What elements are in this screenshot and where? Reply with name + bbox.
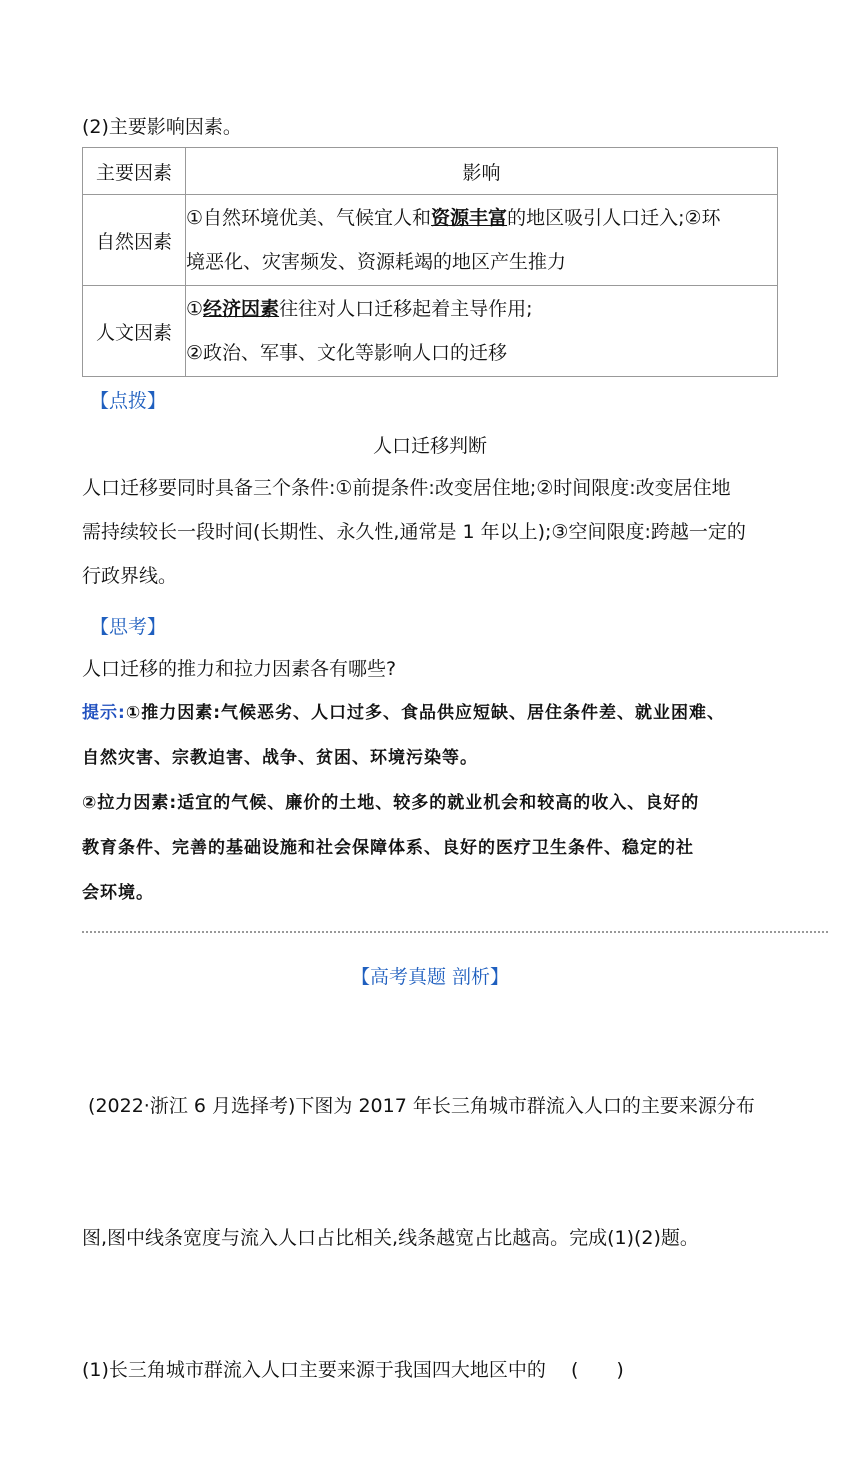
text-span: 往往对人口迁移起着主导作用; (279, 298, 533, 320)
text-span: 的地区吸引人口迁入;②环 (507, 207, 721, 229)
hint-line: 自然灾害、宗教迫害、战争、贫困、环境污染等。 (82, 748, 478, 768)
factor-cell: 自然因素 (83, 195, 186, 286)
gaokao-paragraph (82, 996, 778, 1480)
dianbo-paragraph (82, 466, 778, 598)
effect-line: ②政治、军事、文化等影响人口的迁移 (186, 342, 508, 364)
factors-table (82, 147, 778, 377)
hint-line: 教育条件、完善的基础设施和社会保障体系、良好的医疗卫生条件、稳定的社 (82, 838, 694, 858)
effect-cell (186, 195, 778, 286)
paragraph-line: 人口迁移要同时具备三个条件:①前提条件:改变居住地;②时间限度:改变居住地 (82, 477, 731, 499)
paragraph-line: (2022·浙江 6 月选择考)下图为 2017 年长三角城市群流入人口的主要来源分布 (82, 1095, 755, 1117)
effect-line (186, 196, 777, 240)
text-span: ①推力因素:气候恶劣、人口过多、食品供应短缺、居住条件差、就业困难、 (125, 703, 726, 723)
dianbo-title: 人口迁移判断 (372, 435, 487, 457)
paragraph-line: 图,图中线条宽度与流入人口占比相关,线条越宽占比越高。完成(1)(2)题。 (82, 1227, 699, 1249)
section-heading: (2)主要影响因素。 (82, 116, 242, 138)
effect-line (186, 287, 777, 331)
hint-line (82, 691, 782, 736)
effect-cell (186, 286, 778, 377)
text-span: ①自然环境优美、气候宜人和 (186, 207, 432, 229)
hint-line: 会环境。 (82, 883, 154, 903)
paragraph-line: 需持续较长一段时间(长期性、永久性,通常是 1 年以上);③空间限度:跨越一定的 (82, 521, 746, 543)
key-term: 资源丰富 (431, 207, 508, 229)
dotted-divider (82, 931, 828, 933)
table-header-row (83, 148, 778, 195)
table-header-cell: 影响 (186, 148, 778, 195)
paragraph-line: 行政界线。 (82, 565, 178, 587)
gaokao-title: 【高考真题 剖析】 (350, 966, 510, 988)
hint-label: 提示: (82, 703, 126, 723)
paragraph-line: (1)长三角城市群流入人口主要来源于我国四大地区中的 ( ) (82, 1359, 624, 1381)
hint-line: ②拉力因素:适宜的气候、廉价的土地、较多的就业机会和较高的收入、良好的 (82, 793, 700, 813)
table-row (83, 286, 778, 377)
sikao-question: 人口迁移的推力和拉力因素各有哪些? (82, 658, 397, 680)
dianbo-tag: 【点拨】 (90, 390, 167, 412)
sikao-tag: 【思考】 (90, 616, 167, 638)
key-term: 经济因素 (203, 298, 280, 320)
table-header-cell: 主要因素 (83, 148, 186, 195)
effect-line: 境恶化、灾害频发、资源耗竭的地区产生推力 (186, 251, 567, 273)
table-row (83, 195, 778, 286)
factor-cell: 人文因素 (83, 286, 186, 377)
hint-block (82, 691, 782, 916)
text-span: ① (186, 298, 204, 320)
